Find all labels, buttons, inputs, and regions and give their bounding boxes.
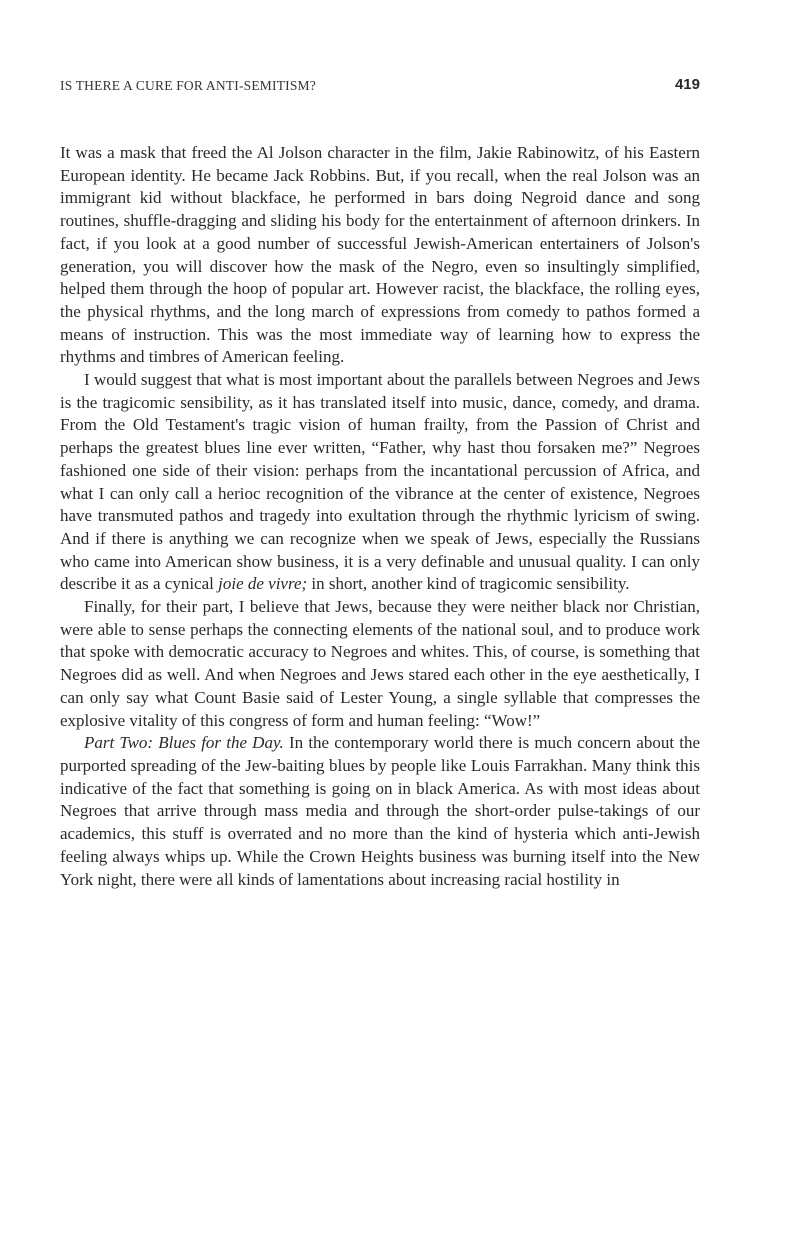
paragraph-1 bbox=[60, 142, 700, 369]
paragraph-4-text: In the contemporary world there is much concern about the purported spreading of the Jew-baiting blues by people like Louis Farrakhan. Many think this indicative of the fact that something is going on in black America. As with most ideas about Negroes that arrive through mass media and through the short-order pulse-takings of our academics, this stuff is overrated and no more than the kind of hysteria which anti-Jewish feeling always whips up. While the Crown Heights business was burning itself into the New York night, there were all kinds of lamentations about increasing racial hostility in bbox=[60, 733, 700, 889]
paragraph-2-text-after: in short, another kind of tragicomic sensibility. bbox=[307, 574, 630, 594]
paragraph-2 bbox=[60, 369, 700, 596]
page-number: 419 bbox=[674, 76, 700, 93]
running-head bbox=[60, 78, 700, 98]
section-heading-italic: Part Two: Blues for the Day. bbox=[84, 733, 284, 753]
paragraph-2-italic: joie de vivre; bbox=[218, 574, 308, 594]
paragraph-3 bbox=[60, 596, 700, 732]
body-text bbox=[60, 142, 700, 891]
running-title: IS THERE A CURE FOR ANTI-SEMITISM? bbox=[60, 78, 316, 93]
paragraph-4 bbox=[60, 732, 700, 891]
paragraph-2-text-before: I would suggest that what is most important about the parallels between Negroes and Jews is the tragicomic sensibility, as it has translated itself into music, dance, comedy, and drama. From the Old Testament's tragic vision of human frailty, from the Passion of Christ and perhaps the greatest blues line ever written, “Father, why hast thou forsaken me?” Negroes fashioned one side of their vision: perhaps from the incantational percussion of Africa, and what I can only call a herioc recognition of the vibrance at the center of existence, Negroes have transmuted pathos and tragedy into exultation through the rhythmic lyricism of swing. And if there is anything we can recognize when we speak of Jews, especially the Russians who came into American show business, it is a very definable and unusual quality. I can only describe it as a cynical bbox=[60, 370, 700, 594]
paragraph-1-text: It was a mask that freed the Al Jolson character in the film, Jakie Rabinowitz, of his Eastern European identity. He became Jack Robbins. But, if you recall, when the real Jolson was an immigrant kid without blackface, he performed in bars doing Negroid dance and song routines, shuffle-dragging and sliding his body for the entertainment of afternoon drinkers. In fact, if you look at a good number of successful Jewish-American entertainers of Jolson's generation, you will discover how the mask of the Negro, even so insultingly simplified, helped them through the hoop of popular art. However racist, the blackface, the rolling eyes, the physical rhythms, and the long march of expressions from comedy to pathos formed a means of instruction. This was the most immediate way of learning how to express the rhythms and timbres of American feeling. bbox=[60, 143, 700, 367]
paragraph-3-text: Finally, for their part, I believe that Jews, because they were neither black nor Christian, were able to sense perhaps the connecting elements of the national soul, and to produce work that spoke with democratic accuracy to Negroes and whites. This, of course, is something that Negroes did as well. And when Negroes and Jews stared each other in the eye aesthetically, I can only say what Count Basie said of Lester Young, a single syllable that compresses the explosive vitality of this congress of form and human feeling: “Wow!” bbox=[60, 597, 700, 730]
